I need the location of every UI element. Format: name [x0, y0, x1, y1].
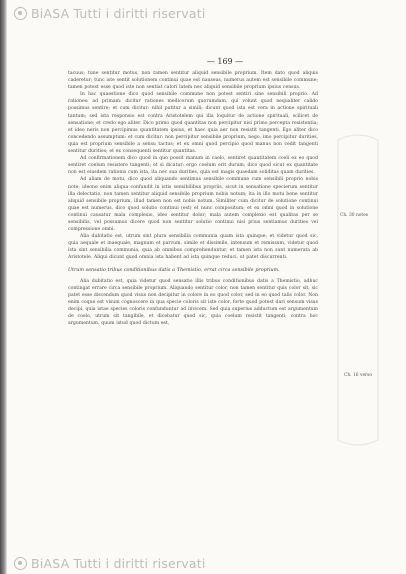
- paragraph: Alia dubitatio est, utrum sint plura sensibilia communia quam ista quinque; et videtur quod sic, quia aequale et inaequale, magnum et parvum, simile et dissimile, intensum et remissum, videtur quod ista sint sensibilia communia, quia ab omnibus comprehenduntur, et tamen ista non sunt numerata ab Aristotele. Aliqui dicunt quod omnia ista habent ad ista quinque reduci, ut patet discurrenti.: [68, 234, 318, 261]
- section-heading: Utrum sensatio tribus conditionibus datis a Themistio, errat circa sensibile proprium.: [68, 267, 280, 273]
- page-number: — 169 —: [206, 57, 244, 66]
- paragraph: In hac quaestione dico quod sensibile commune non potest sentiri sine sensibili proprio. Ad rationes: ad primam: dicitur rationes medicorum quorumdam, qui volunt quod nequaliter calido possimus sentire; et cum dicitur: nihil patitur a simili; dicunt quod ista est vera in actione spirituali tantum; sed ista responsio est contra Aristotelem qui illa loquitur de actione spirituali, scilicet de sensatione; et credo ego aliter. Dico primo quod quantitas non percipitur nisi primo percepta resistentia; et ideo neris non percipimus quantitatem ipsius, et haec quia aer non resistit tangenti. Ego aliter dico concedendo assumptum: et cum dicitur: non percipitur sensibile proprium, nego, imo percipitur durities, quia est proprium sensibile a sensu tactus; et ex omni quod percipio quod manus non cedit tangenti sentitur durities; et ex consequenti sentitur quantitas.: [68, 92, 318, 155]
- body-text: [68, 70, 318, 327]
- paragraph: Alia dubitatio est, quia videtur quod sensatio illis tribus conditionibus datis a Themistio, adhuc contingat errare circa sensibile proprium. Aliquando sentitur color, non tamen sentitur quis color sit, sic patet esse discendum quod visus non decipitur in colore in eo quod color, sed in eo quod talis color. Non enim coque est visum cognoscere in qua specie coloris sit iste color, forte quod potest dari sensum visus decipi, quia istae species coloris confunduntur ad invicem. Sed quia superius adductum est argumentum de coelo, utrum sit tangibile, et dicebatur quod sic, quia coelum resistit tangenti; contra hoc argumentum, quum istud quod dictum est,: [68, 278, 318, 327]
- library-logo-icon: [14, 557, 27, 570]
- book-binding-edge: [0, 0, 7, 574]
- library-logo-icon: [14, 7, 27, 20]
- paragraph: tacuus; tune sentitur motus, non tamen sentitur aliquid sensibile proprium. Item dato quod aliquis caderetur; tunc iste sentit solutionem continui quae est nauseas, numerus autem est sensibile commune; tamen potest esse quod iste non sentiat calori latem nec aliquid sensibile proprium ipsius census.: [68, 71, 318, 91]
- margin-note: Ch. 30 notes: [340, 213, 369, 218]
- margin-note: Ch. 16 verso: [344, 373, 373, 378]
- watermark-top: [14, 6, 206, 21]
- paragraph: Ad aliam de motu, dico quod aliquando sentimus sensibile commune cum sensibili proprio nobis note; ideone enim aliqua confundit in istis sensibilibus propriis, sicut in sensatione specierum sentitur illa delectatio, non tamen sentitur aliquid sensibile proprium nobis notum; ita in illo motu bene sentitur aliquid sensibile proprium, illud tamen non est nobis notum. Similiter cum dicitur de solutione continui quae est numerus, dico quod solutio continui (est) et nunc compositum; et ex omni quod in solutione continui causatur mala complexio, ideo sentitur dolor; mala autem complexio est qualitas per se sensibilis, vel possumus dicere quod non sentitur solutio continui nisi prius sentiamus durities vel compressione omni.: [68, 177, 318, 233]
- watermark-bottom-text: BiASA Tutti i diritti riservati: [31, 556, 206, 571]
- watermark-top-text: BiASA Tutti i diritti riservati: [31, 6, 206, 21]
- faded-library-stamp: [328, 130, 388, 450]
- watermark-bottom: [14, 556, 206, 571]
- paragraph: Ad confirmationem dico quod in quo possit manum in caelo, sentiret quantitatem coeli ex eo quod sentiret coelum resistere tangenti; et si dicatur: ergo coelum erit durum; dico quod sicut ex quantitate non est eiusdem rationis cum ista, ita nec sua durities, quia est magis quaedam soliditas quam durities.: [68, 156, 318, 176]
